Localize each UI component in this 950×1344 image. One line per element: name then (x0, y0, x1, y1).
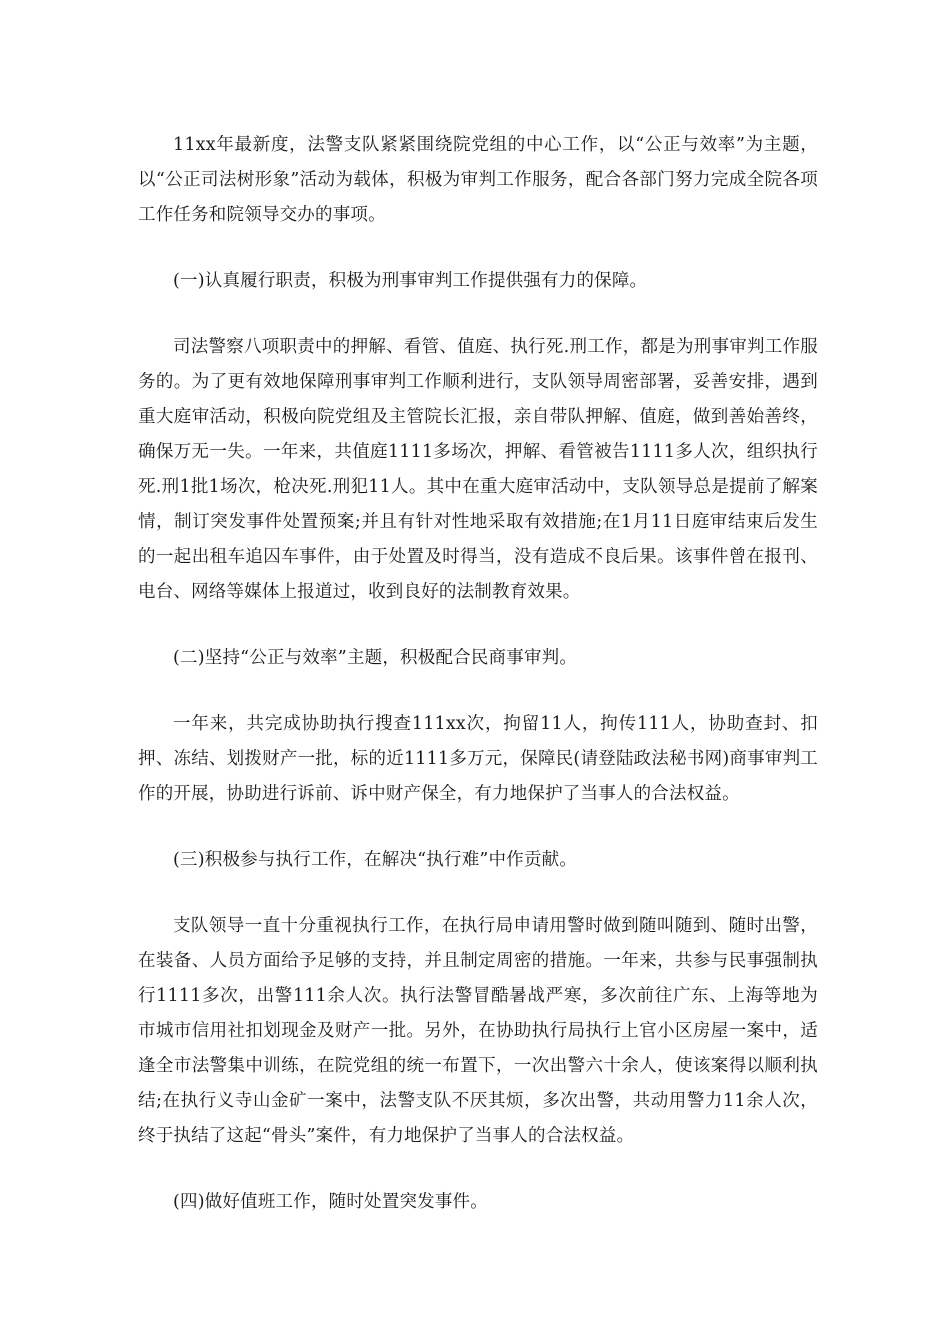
paragraph-gap (138, 233, 818, 264)
paragraph-gap (138, 676, 818, 707)
section-heading-2: (二)坚持“公正与效率”主题，积极配合民商事审判。 (173, 648, 578, 668)
paragraph-gap (138, 878, 818, 909)
section-heading-1: (一)认真履行职责，积极为刑事审判工作提供强有力的保障。 (173, 271, 648, 291)
paragraph-criminal-trial: 司法警察八项职责中的押解、看管、值庭、执行死.刑工作，都是为刑事审判工作服务的。为了更有效地保障刑事审判工作顺利进行，支队领导周密部署，妥善安排，遇到重大庭审活动，积极向院党组及主管院长汇报，亲自带队押解、值庭，做到善始善终，确保万无一失。一年来，共值庭1111多场次，押解、看管被告1111多人次，组织执行死.刑1批1场次，枪决死.刑犯11人。其中在重大庭审活动中，支队领导总是提前了解案情，制订突发事件处置预案;并且有针对性地采取有效措施;在1月11日庭审结束后发生的一起出租车追囚车事件，由于处置及时得当，没有造成不良后果。该事件曾在报刊、电台、网络等媒体上报道过，收到良好的法制教育效果。 (138, 337, 818, 602)
paragraph-civil-trial: 一年来，共完成协助执行搜查111xx次，拘留11人，拘传111人，协助查封、扣押、冻结、划拨财产一批，标的近1111多万元，保障民(请登陆政法秘书网)商事审判工作的开展，协助进行诉前、诉中财产保全，有力地保护了当事人的合法权益。 (138, 714, 818, 804)
paragraph-gap (138, 812, 818, 843)
document-page (138, 128, 818, 1220)
paragraph-enforcement: 支队领导一直十分重视执行工作，在执行局申请用警时做到随叫随到、随时出警，在装备、人员方面给予足够的支持，并且制定周密的措施。一年来，共参与民事强制执行1111多次，出警111余人次。执行法警冒酷暑战严寒，多次前往广东、上海等地为市城市信用社扣划现金及财产一批。另外，在协助执行局执行上官小区房屋一案中，适逢全市法警集中训练，在院党组的统一布置下，一次出警六十余人，使该案得以顺利执结;在执行义寺山金矿一案中，法警支队不厌其烦，多次出警，共动用警力11余人次，终于执结了这起“骨头”案件，有力地保护了当事人的合法权益。 (138, 916, 818, 1146)
paragraph-gap (138, 1154, 818, 1185)
paragraph-gap (138, 610, 818, 641)
section-heading-3: (三)积极参与执行工作，在解决“执行难”中作贡献。 (173, 850, 578, 870)
paragraph-gap (138, 299, 818, 330)
paragraph-intro: 11xx年最新度，法警支队紧紧围绕院党组的中心工作，以“公正与效率”为主题，以“公正司法树形象”活动为载体，积极为审判工作服务，配合各部门努力完成全院各项工作任务和院领导交办的事项。 (138, 135, 818, 225)
section-heading-4: (四)做好值班工作，随时处置突发事件。 (173, 1192, 488, 1212)
